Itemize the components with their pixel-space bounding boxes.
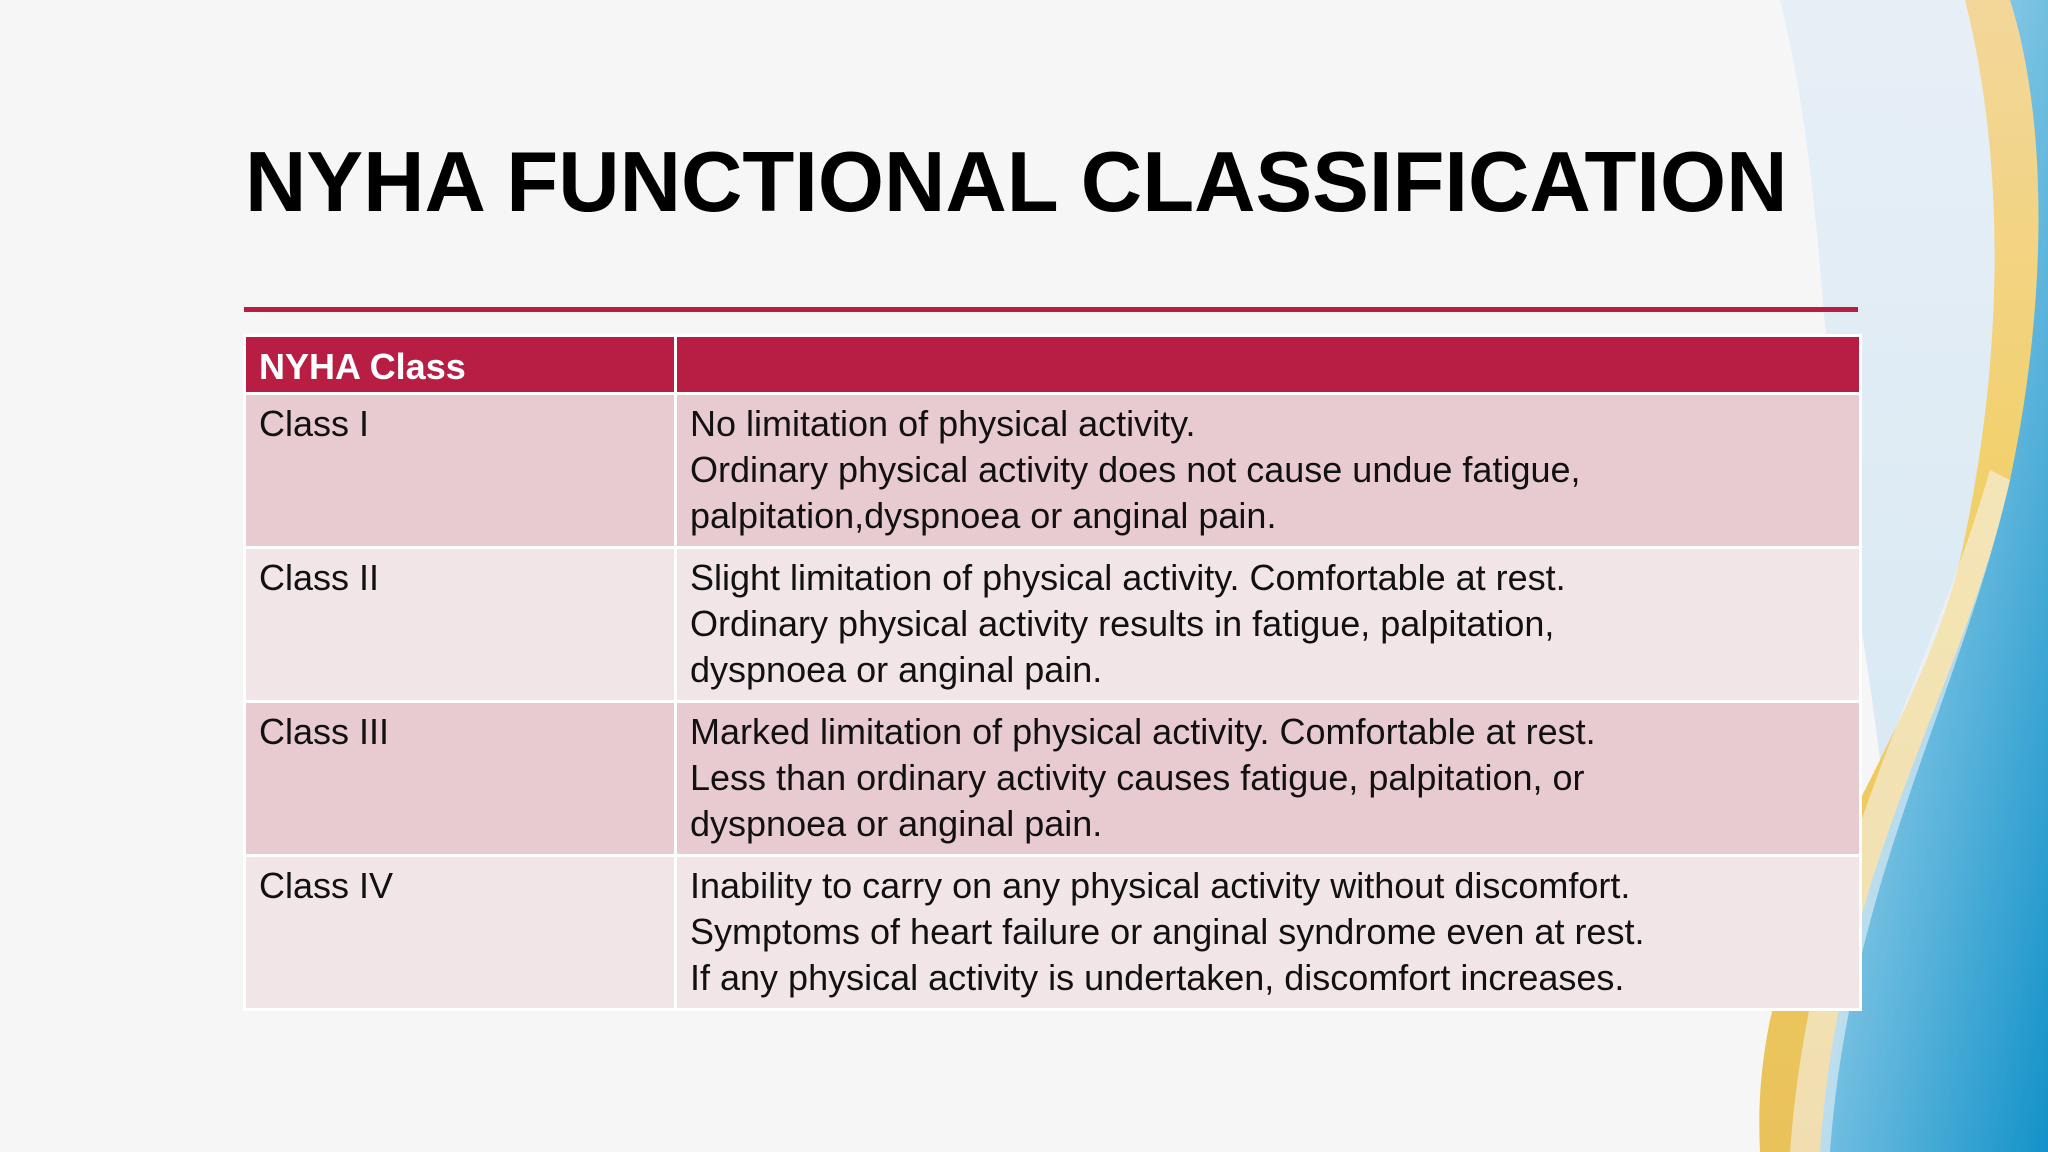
- nyha-classification-table: [243, 334, 1862, 1011]
- table-row: [245, 548, 1861, 702]
- description-line: Ordinary physical activity does not cause undue fatigue,: [690, 449, 1581, 490]
- description-line: Slight limitation of physical activity. Comfortable at rest.: [690, 557, 1566, 598]
- table-row: [245, 394, 1861, 548]
- header-nyha-class: NYHA Class: [245, 336, 676, 394]
- description-line: Ordinary physical activity results in fatigue, palpitation,: [690, 603, 1555, 644]
- description-cell: [676, 394, 1861, 548]
- description-line: Marked limitation of physical activity. Comfortable at rest.: [690, 711, 1596, 752]
- description-line: palpitation,dyspnoea or anginal pain.: [690, 495, 1277, 536]
- class-cell: Class II: [245, 548, 676, 702]
- description-line: Symptoms of heart failure or anginal syndrome even at rest.: [690, 911, 1645, 952]
- description-line: No limitation of physical activity.: [690, 403, 1196, 444]
- class-cell: Class I: [245, 394, 676, 548]
- description-line: If any physical activity is undertaken, discomfort increases.: [690, 957, 1625, 998]
- slide-title: NYHA FUNCTIONAL CLASSIFICATION: [245, 135, 1788, 230]
- description-line: Less than ordinary activity causes fatigue, palpitation, or: [690, 757, 1585, 798]
- class-cell: Class IV: [245, 856, 676, 1010]
- table-header-row: [245, 336, 1861, 394]
- description-line: dyspnoea or anginal pain.: [690, 649, 1103, 690]
- header-description: [676, 336, 1861, 394]
- description-cell: [676, 548, 1861, 702]
- class-cell: Class III: [245, 702, 676, 856]
- description-line: dyspnoea or anginal pain.: [690, 803, 1103, 844]
- title-divider: [244, 307, 1858, 312]
- description-cell: [676, 856, 1861, 1010]
- table-row: [245, 856, 1861, 1010]
- table-row: [245, 702, 1861, 856]
- description-line: Inability to carry on any physical activity without discomfort.: [690, 865, 1631, 906]
- description-cell: [676, 702, 1861, 856]
